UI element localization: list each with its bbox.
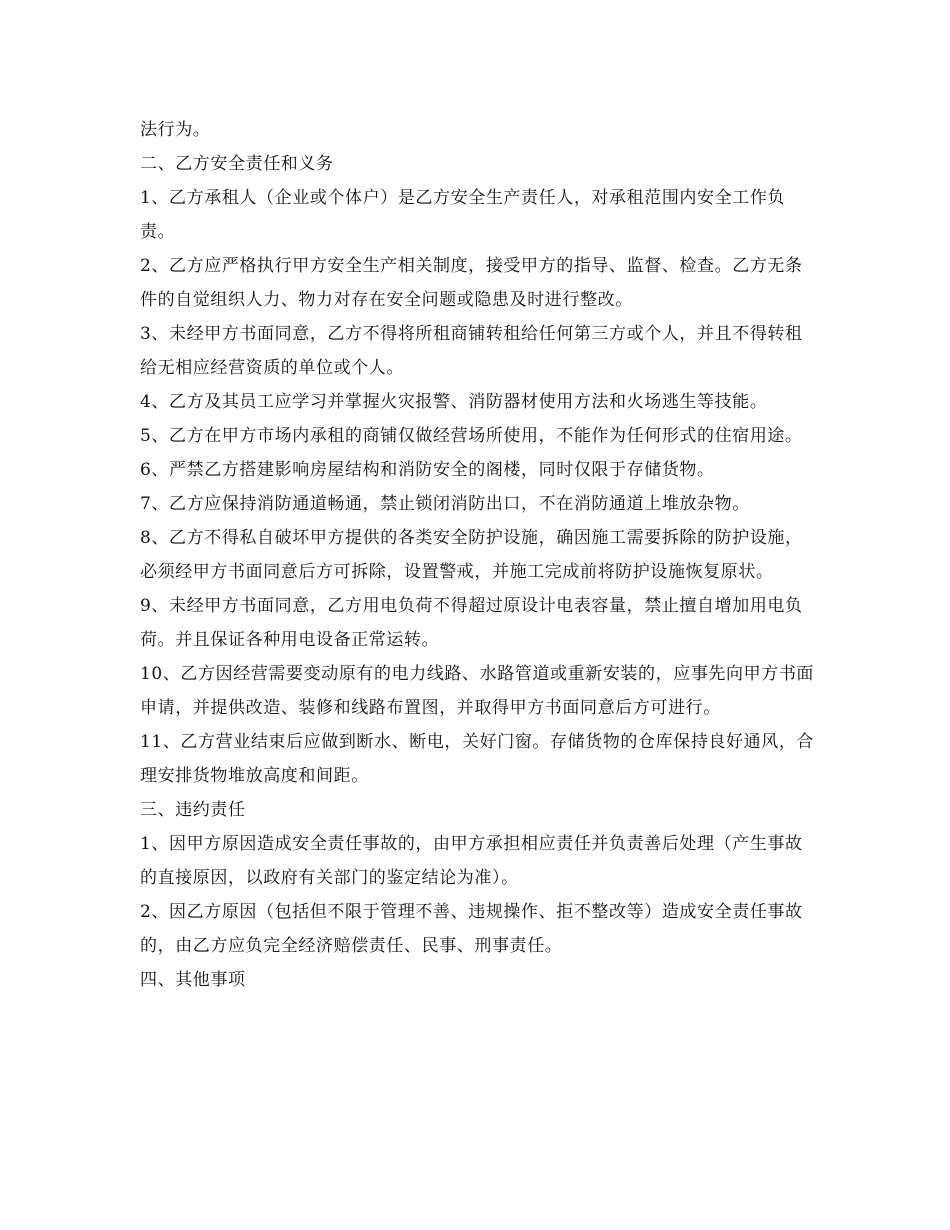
clause-3-1: 1、因甲方原因造成安全责任事故的，由甲方承担相应责任并负责善后处理（产生事故的直接原因，以政府有关部门的鉴定结论为准）。: [140, 834, 803, 888]
clause-2-5: 5、乙方在甲方市场内承租的商铺仅做经营场所使用，不能作为任何形式的住宿用途。: [140, 426, 803, 446]
document-body: [140, 113, 820, 997]
clause-2-10: 10、乙方因经营需要变动原有的电力线路、水路管道或重新安装的，应事先向甲方书面申请，并提供改造、装修和线路布置图，并取得甲方书面同意后方可进行。: [140, 664, 815, 718]
section-heading-4: 四、其他事项: [140, 970, 246, 990]
section-heading-3: 三、违约责任: [140, 800, 246, 820]
clause-2-6: 6、严禁乙方搭建影响房屋结构和消防安全的阁楼，同时仅限于存储货物。: [140, 460, 715, 480]
clause-2-1: 1、乙方承租人（企业或个体户）是乙方安全生产责任人，对承租范围内安全工作负责。: [140, 188, 786, 242]
clause-2-2: 2、乙方应严格执行甲方安全生产相关制度，接受甲方的指导、监督、检查。乙方无条件的自觉组织人力、物力对存在安全问题或隐患及时进行整改。: [140, 256, 803, 310]
clause-3-2: 2、因乙方原因（包括但不限于管理不善、违规操作、拒不整改等）造成安全责任事故的，由乙方应负完全经济赔偿责任、民事、刑事责任。: [140, 902, 803, 956]
section-heading-2: 二、乙方安全责任和义务: [140, 154, 334, 174]
clause-2-11: 11、乙方营业结束后应做到断水、断电，关好门窗。存储货物的仓库保持良好通风，合理安排货物堆放高度和间距。: [140, 732, 815, 786]
paragraph-continuation: 法行为。: [140, 120, 211, 140]
clause-2-3: 3、未经甲方书面同意，乙方不得将所租商铺转租给任何第三方或个人，并且不得转租给无相应经营资质的单位或个人。: [140, 324, 803, 378]
clause-2-4: 4、乙方及其员工应学习并掌握火灾报警、消防器材使用方法和火场逃生等技能。: [140, 392, 768, 412]
clause-2-7: 7、乙方应保持消防通道畅通，禁止锁闭消防出口，不在消防通道上堆放杂物。: [140, 494, 750, 514]
clause-2-8: 8、乙方不得私自破坏甲方提供的各类安全防护设施，确因施工需要拆除的防护设施，必须经甲方书面同意后方可拆除，设置警戒，并施工完成前将防护设施恢复原状。: [140, 528, 803, 582]
clause-2-9: 9、未经甲方书面同意，乙方用电负荷不得超过原设计电表容量，禁止擅自增加用电负荷。并且保证各种用电设备正常运转。: [140, 596, 803, 650]
